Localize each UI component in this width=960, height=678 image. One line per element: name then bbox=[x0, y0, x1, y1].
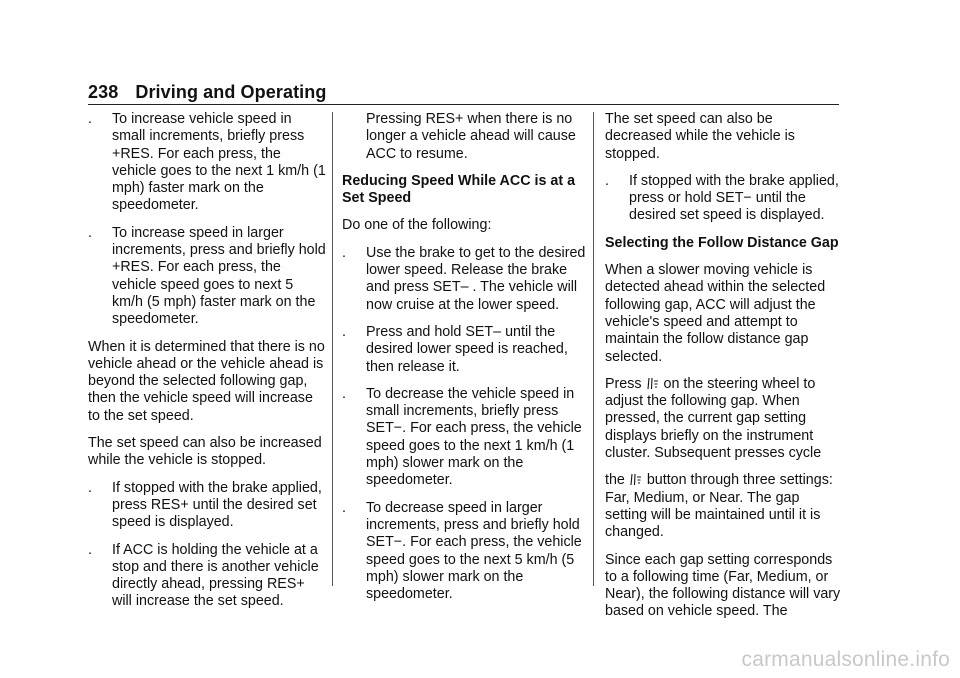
paragraph: Do one of the following: bbox=[342, 217, 492, 234]
list-item bbox=[342, 324, 586, 376]
paragraph: When it is determined that there is no vehicle ahead or the vehicle ahead is beyond the selected following gap, then the vehicle speed will increase to the set speed. bbox=[88, 338, 325, 424]
column-1 bbox=[88, 111, 326, 621]
section-heading: Selecting the Follow Distance Gap bbox=[605, 234, 839, 251]
bullet-marker: . bbox=[342, 499, 346, 516]
bullet-marker: . bbox=[342, 385, 346, 402]
follow-gap-icon bbox=[630, 473, 642, 486]
page-number: 238 bbox=[88, 82, 119, 102]
bullet-marker: . bbox=[88, 111, 92, 127]
bullet-marker: . bbox=[342, 244, 346, 261]
paragraph: The set speed can also be increased while the vehicle is stopped. bbox=[88, 435, 322, 469]
list-item bbox=[88, 542, 326, 611]
list-item bbox=[342, 245, 586, 314]
follow-gap-icon bbox=[647, 377, 659, 390]
bullet-marker: . bbox=[342, 323, 346, 340]
paragraph bbox=[605, 472, 841, 541]
watermark: carmanualsonline.info bbox=[741, 648, 950, 671]
list-item bbox=[605, 173, 841, 225]
paragraph: The set speed can also be decreased while the vehicle is stopped. bbox=[605, 111, 795, 162]
column-divider-1 bbox=[332, 112, 333, 586]
list-item-text: Press and hold SET– until the desired lower speed is reached, then release it. bbox=[366, 323, 568, 375]
list-item-text: If stopped with the brake applied, press RES+ until the desired set speed is displayed. bbox=[112, 479, 322, 531]
list-item bbox=[88, 225, 326, 329]
section-title: Driving and Operating bbox=[135, 82, 327, 102]
text-fragment: on the steering wheel to adjust the following gap. When pressed, the current gap setting displays briefly on the instrument cluster. Subsequent presses cycle bbox=[605, 375, 822, 462]
list-item-text: To increase speed in larger increments, press and briefly hold +RES. For each press, the vehicle speed goes to next 5 km/h (5 mph) faster mark on the speedometer. bbox=[112, 224, 326, 328]
list-item-text: If ACC is holding the vehicle at a stop and there is another vehicle directly ahead, pressing RES+ will increase the set speed. bbox=[112, 541, 319, 610]
text-fragment: button through three settings: Far, Medium, or Near. The gap setting will be maintained until it is changed. bbox=[605, 472, 833, 541]
bullet-marker: . bbox=[605, 172, 609, 189]
paragraph: When a slower moving vehicle is detected ahead within the selected following gap, ACC will adjust the vehicle's speed and attempt to maintain the follow distance gap selected. bbox=[605, 262, 826, 365]
list-item bbox=[88, 480, 326, 532]
header-rule bbox=[88, 104, 839, 105]
list-item bbox=[342, 386, 586, 490]
column-divider-2 bbox=[593, 112, 594, 586]
text-fragment: Press bbox=[605, 375, 646, 392]
list-item-text: If stopped with the brake applied, press or hold SET− until the desired set speed is displayed. bbox=[629, 172, 839, 224]
bullet-marker: . bbox=[88, 224, 92, 241]
paragraph: Since each gap setting corresponds to a following time (Far, Medium, or Near), the following distance will vary based on vehicle speed. The bbox=[605, 551, 841, 620]
list-item bbox=[342, 500, 586, 604]
page-header bbox=[88, 82, 838, 103]
list-item-text: To increase vehicle speed in small increments, briefly press +RES. For each press, the vehicle goes to the next 1 km/h (1 mph) faster mark on the speedometer. bbox=[112, 111, 326, 214]
list-item bbox=[88, 111, 326, 215]
text-fragment: the bbox=[605, 472, 629, 489]
bullet-marker: . bbox=[88, 479, 92, 496]
list-item-text: To decrease speed in larger increments, press and briefly hold SET−. For each press, the vehicle speed goes to the next 5 km/h (5 mph) slower mark on the speedometer. bbox=[366, 499, 582, 603]
list-item-text: Use the brake to get to the desired lower speed. Release the brake and press SET– . The vehicle will now cruise at the lower speed. bbox=[366, 244, 586, 313]
column-3 bbox=[605, 111, 841, 631]
list-item-text: To decrease the vehicle speed in small increments, briefly press SET−. For each press, the vehicle speed goes to the next 1 km/h (1 mph) slower mark on the speedometer. bbox=[366, 385, 582, 489]
paragraph bbox=[605, 376, 841, 462]
bullet-marker: . bbox=[88, 541, 92, 558]
section-heading: Reducing Speed While ACC is at a Set Speed bbox=[342, 172, 576, 207]
column-2 bbox=[342, 111, 586, 613]
paragraph: Pressing RES+ when there is no longer a vehicle ahead will cause ACC to resume. bbox=[366, 111, 576, 162]
